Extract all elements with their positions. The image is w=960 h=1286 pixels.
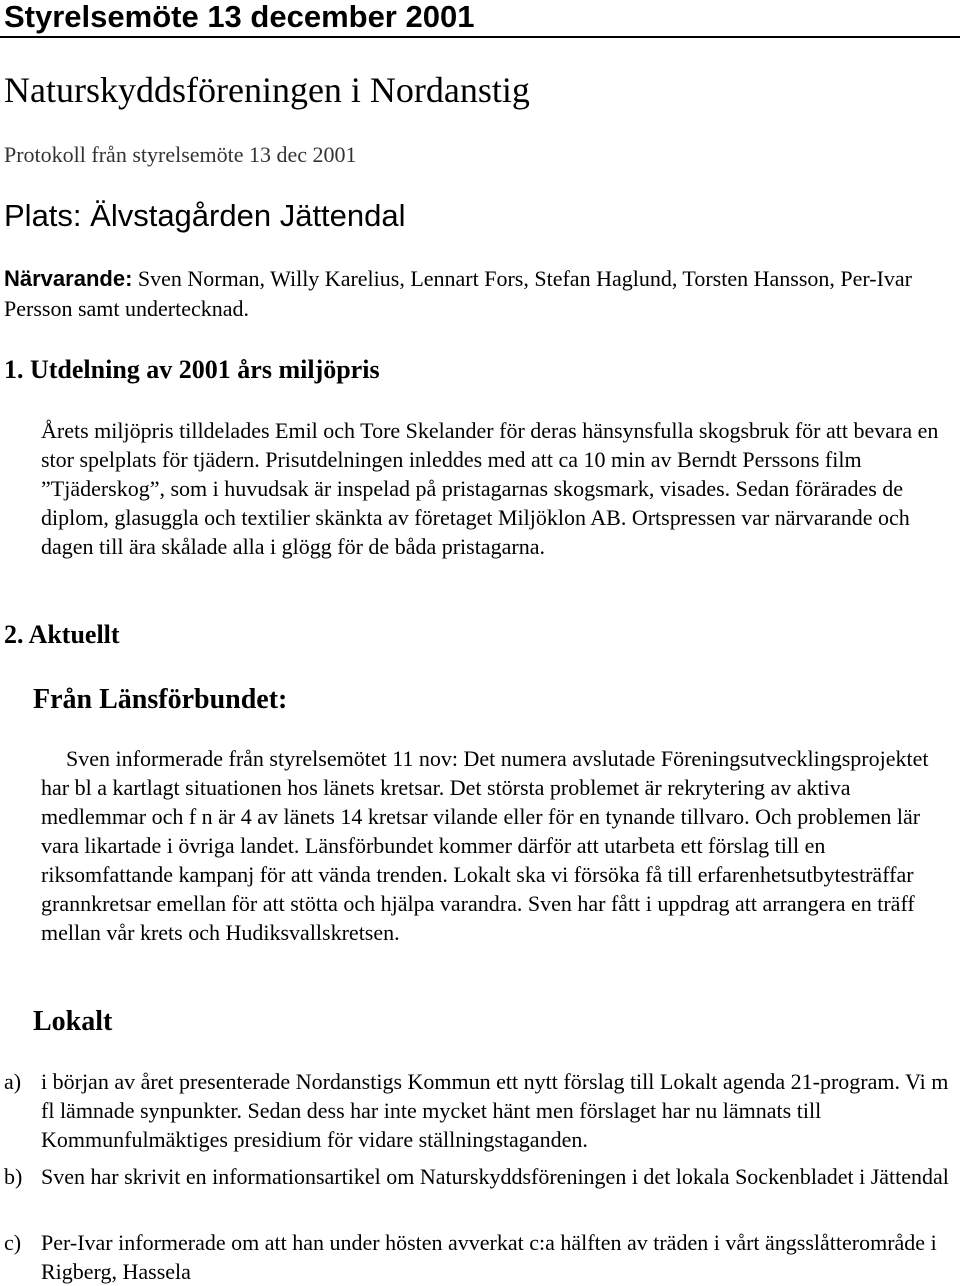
- attendees-label: Närvarande:: [4, 266, 133, 291]
- header-divider: [0, 36, 960, 38]
- list-item: [4, 1162, 956, 1191]
- list-item-text: i början av året presenterade Nordanstigs Kommun ett nytt förslag till Lokalt agenda 21-program. Vi m fl lämnade synpunkter. Sedan dess har inte mycket hänt men förslaget har nu lämnats till Kommunfulmäktiges presidium för vidare ställningstaganden.: [41, 1069, 949, 1152]
- protocol-subtitle: Protokoll från styrelsemöte 13 dec 2001: [4, 142, 357, 167]
- meeting-place: Plats: Älvstagården Jättendal: [4, 198, 406, 233]
- section-1-heading: 1. Utdelning av 2001 års miljöpris: [4, 355, 380, 384]
- lansforbundet-body: Sven informerade från styrelsemötet 11 nov: Det numera avslutade Föreningsutvecklingsprojektet har bl a kartlagt situationen hos länets kretsar. Det största problemet är rekrytering av aktiva medlemmar och f n är 4 av länets 14 kretsar vilande eller för en tynande tillvaro. Och problemen lär vara likartade i övriga landet. Länsförbundet kommer därför att utarbeta ett förslag till en riksomfattande kampanj för att vända trenden. Lokalt ska vi försöka få till erfarenhetsutbytesträffar grannkretsar emellan för att stötta och hjälpa varandra. Sven har fått i uppdrag att arrangera en träff mellan vår krets och Hudiksvallskretsen.: [41, 746, 929, 945]
- lansforbundet-heading: Från Länsförbundet:: [33, 684, 288, 715]
- list-item-text: Sven har skrivit en informationsartikel om Naturskyddsföreningen i det lokala Sockenbladet i Jättendal: [41, 1164, 949, 1189]
- list-marker: b): [4, 1164, 23, 1189]
- list-item: [4, 1067, 956, 1154]
- organization-title: Naturskyddsföreningen i Nordanstig: [4, 70, 530, 110]
- list-item-text: Per-Ivar informerade om att han under hösten avverkat c:a hälften av träden i vårt ängsslåtterområde i Rigberg, Hassela: [41, 1230, 937, 1284]
- lokalt-heading: Lokalt: [33, 1006, 113, 1037]
- section-1-body: Årets miljöpris tilldelades Emil och Tore Skelander för deras hänsynsfulla skogsbruk för att bevara en stor spelplats för tjädern. Prisutdelningen inleddes med att ca 10 min av Berndt Perssons film ”Tjäderskog”, som i huvudsak är inspelad på pristagarnas skogsmark, visades. Sedan förärades de diplom, glasuggla och textilier skänkta av företaget Miljöklon AB. Ortspressen var närvarande och dagen till ära skålade alla i glögg för de båda pristagarna.: [41, 418, 939, 559]
- attendees-names: Sven Norman, Willy Karelius, Lennart Fors, Stefan Haglund, Torsten Hansson, Per-Ivar Persson samt undertecknad.: [4, 266, 913, 321]
- list-item: [4, 1228, 956, 1286]
- section-2-heading: 2. Aktuellt: [4, 620, 120, 649]
- list-marker: a): [4, 1069, 22, 1094]
- list-marker: c): [4, 1230, 22, 1255]
- attendees-paragraph: [4, 264, 956, 324]
- document-header-title: Styrelsemöte 13 december 2001: [4, 0, 475, 34]
